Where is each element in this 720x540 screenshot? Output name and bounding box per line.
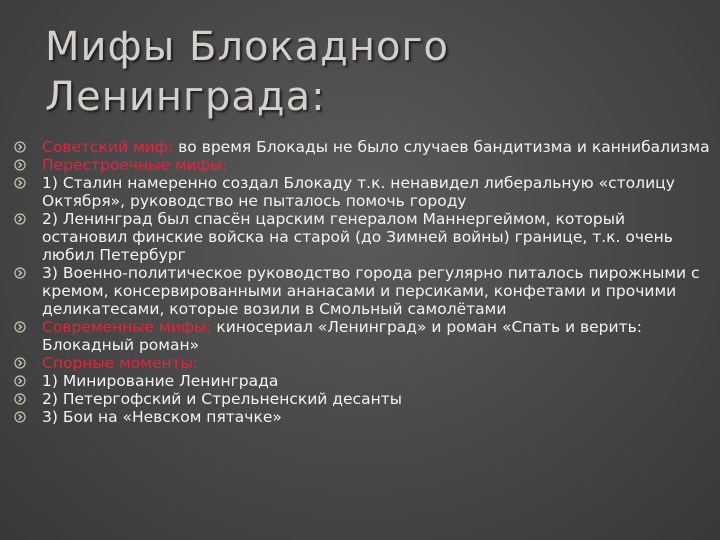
bullet-text: 2) Петергофский и Стрельненский десанты [42,390,402,408]
slide-title [45,22,685,122]
bullet-text: 1) Минирование Ленинграда [42,372,279,390]
circle-chevron-right-icon [14,393,26,405]
bullet-item [0,354,720,372]
bullet-lead: Современные мифы: [42,318,212,336]
bullet-item [0,318,720,354]
bullet-text: 1) Сталин намеренно создал Блокаду т.к. ненавидел либеральную «столицу Октября», руководство не пыталось помочь городу [42,174,675,210]
bullet-lead: Спорные моменты: [42,354,199,372]
circle-chevron-right-icon [14,375,26,387]
circle-chevron-right-icon [14,321,26,333]
bullet-text: киносериал «Ленинград» и роман «Спать и верить: Блокадный роман» [42,318,642,354]
circle-chevron-right-icon [14,177,26,189]
bullet-text: 3) Военно-политическое руководство города регулярно питалось пирожными с кремом, консервированными ананасами и персиками, конфетами и прочими деликатесами, которые возили в Смольный самолётами [42,264,700,318]
circle-chevron-right-icon [14,159,26,171]
bullet-text: 3) Бои на «Невском пятачке» [42,408,282,426]
circle-chevron-right-icon [14,141,26,153]
bullet-lead: Советский миф: [42,138,174,156]
bullet-item [0,372,720,390]
bullet-text: во время Блокады не было случаев бандитизма и каннибализма [173,138,710,156]
bullet-item [0,408,720,426]
bullet-list [0,138,720,426]
bullet-item [0,264,720,318]
bullet-lead: Перестроечные мифы: [42,156,228,174]
bullet-item [0,156,720,174]
bullet-item [0,174,720,210]
title-line-2: Ленинграда: [45,74,326,120]
circle-chevron-right-icon [14,213,26,225]
circle-chevron-right-icon [14,411,26,423]
title-line-1: Мифы Блокадного [45,24,449,70]
bullet-item [0,138,720,156]
bullet-item [0,390,720,408]
bullet-text: 2) Ленинград был спасён царским генералом Маннергеймом, который остановил финские войска на старой (до Зимней войны) границе, т.к. очень любил Петербург [42,210,673,264]
circle-chevron-right-icon [14,267,26,279]
circle-chevron-right-icon [14,357,26,369]
bullet-item [0,210,720,264]
